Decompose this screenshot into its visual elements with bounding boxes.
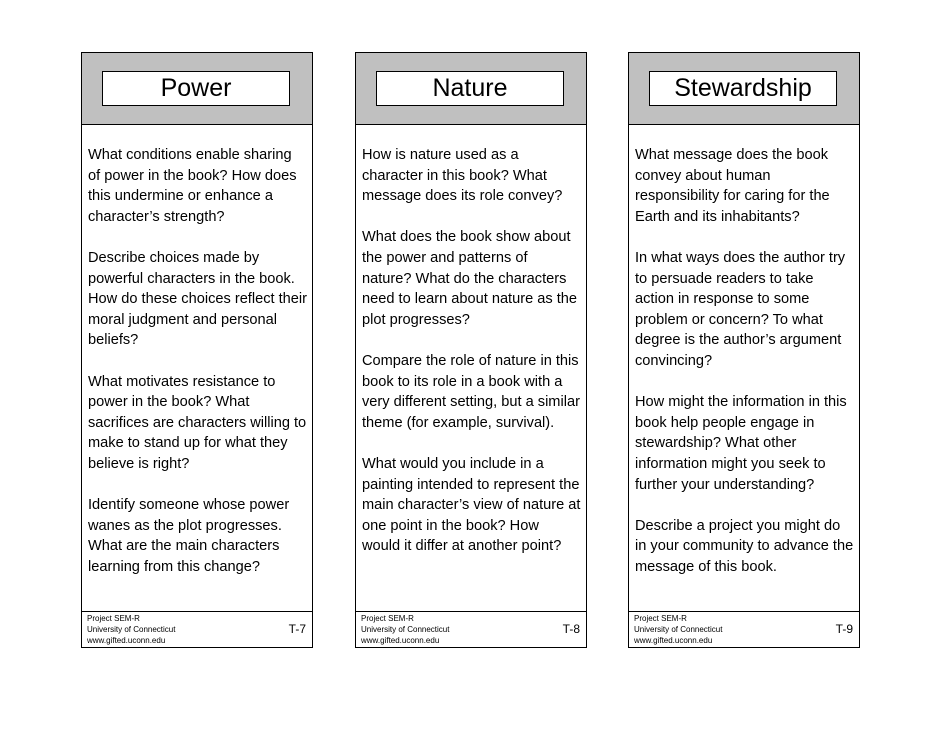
footer-website: www.gifted.uconn.edu bbox=[361, 636, 440, 645]
card-title: Stewardship bbox=[649, 71, 837, 106]
question-paragraph: What motivates resistance to power in the book? What sacrifices are characters willing to make to stand up for what they believe is right? bbox=[88, 373, 307, 472]
bookmark-card-nature bbox=[355, 52, 587, 648]
card-footer bbox=[356, 611, 586, 647]
footer-project: Project SEM-R bbox=[361, 614, 414, 623]
card-header bbox=[82, 53, 312, 125]
question-paragraph: How might the information in this book help people engage in stewardship? What other information might you seek to further your understanding? bbox=[635, 394, 847, 493]
question-paragraph: Describe choices made by powerful characters in the book. How do these choices reflect their moral judgment and personal beliefs? bbox=[88, 249, 308, 349]
card-footer bbox=[82, 611, 312, 647]
card-title: Nature bbox=[376, 71, 564, 106]
card-header bbox=[356, 53, 586, 125]
card-questions bbox=[629, 125, 859, 577]
question-paragraph: Describe a project you might do in your community to advance the message of this book. bbox=[635, 517, 854, 575]
card-code: T-7 bbox=[288, 622, 306, 636]
question-paragraph: How is nature used as a character in this book? What message does its role convey? bbox=[362, 147, 563, 205]
bookmark-card-power bbox=[81, 52, 313, 648]
card-code: T-9 bbox=[835, 622, 853, 636]
card-questions bbox=[82, 125, 312, 577]
card-title: Power bbox=[102, 71, 290, 106]
footer-university: University of Connecticut bbox=[634, 625, 723, 634]
card-header bbox=[629, 53, 859, 125]
bookmark-card-stewardship bbox=[628, 52, 860, 648]
footer-university: University of Connecticut bbox=[87, 625, 176, 634]
footer-project: Project SEM-R bbox=[634, 614, 687, 623]
card-footer bbox=[629, 611, 859, 647]
footer-project: Project SEM-R bbox=[87, 614, 140, 623]
card-code: T-8 bbox=[562, 622, 580, 636]
footer-university: University of Connecticut bbox=[361, 625, 450, 634]
question-paragraph: What would you include in a painting intended to represent the main character’s view of nature at one point in the book? How would it differ at another point? bbox=[362, 455, 581, 555]
question-paragraph: What does the book show about the power and patterns of nature? What do the characters need to learn about nature as the plot progresses? bbox=[362, 229, 578, 328]
question-paragraph: What conditions enable sharing of power in the book? How does this undermine or enhance a character’s strength? bbox=[88, 147, 297, 225]
question-paragraph: In what ways does the author try to persuade readers to take action in response to some problem or concern? To what degree is the author’s argument convincing? bbox=[635, 249, 846, 369]
footer-website: www.gifted.uconn.edu bbox=[634, 636, 713, 645]
question-paragraph: Identify someone whose power wanes as the plot progresses. What are the main characters learning from this change? bbox=[88, 497, 290, 575]
question-paragraph: Compare the role of nature in this book to its role in a book with a very different setting, but a similar theme (for example, survival). bbox=[362, 352, 580, 431]
footer-website: www.gifted.uconn.edu bbox=[87, 636, 166, 645]
question-paragraph: What message does the book convey about human responsibility for caring for the Earth and its inhabitants? bbox=[635, 147, 830, 225]
card-questions bbox=[356, 125, 586, 557]
